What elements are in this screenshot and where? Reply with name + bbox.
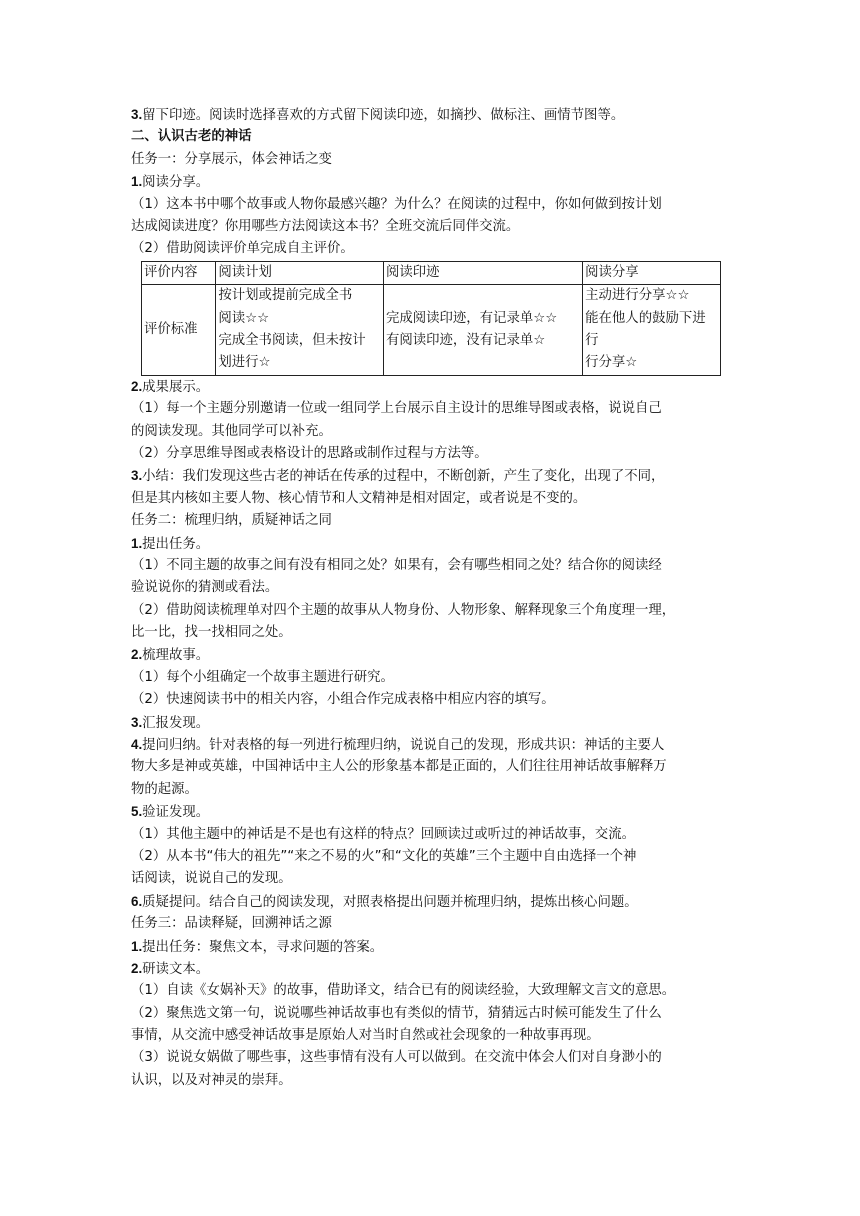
table-cell-plan <box>216 285 384 376</box>
paragraph-line <box>131 194 731 216</box>
line-text: 提出任务。 <box>142 536 210 552</box>
line-text: （1）自读《女娲补天》的故事，借助译文，结合已有的阅读经验，大致理解文言文的意思。 <box>131 983 676 999</box>
line-text: （2）借助阅读梳理单对四个主题的故事从人物身份、人物形象、解释现象三个角度理一理， <box>131 602 676 618</box>
cell-line: 完成阅读印迹，有记录单☆☆ <box>385 310 558 326</box>
paragraph-line <box>131 936 731 958</box>
paragraph-line <box>131 868 731 890</box>
line-text: 物的起源。 <box>131 781 198 797</box>
paragraph-line <box>131 756 731 778</box>
table-header-row <box>142 261 721 284</box>
paragraph-line <box>131 488 731 510</box>
cell-line: 能在他人的鼓励下进行 <box>585 310 706 348</box>
paragraph-line <box>131 510 731 532</box>
item-number: 3. <box>131 107 143 122</box>
paragraph-line <box>131 171 731 193</box>
line-text: 小结：我们发现这些古老的神话在传承的过程中，不断创新，产生了变化，出现了不同， <box>142 469 665 485</box>
cell-line: 按计划或提前完成全书 <box>218 288 353 304</box>
paragraph-line <box>131 1003 731 1025</box>
paragraph-line <box>131 958 731 980</box>
line-text: 任务一：分享展示，体会神话之变 <box>131 151 332 167</box>
paragraph-line <box>131 644 731 666</box>
line-text: 任务三：品读释疑，回溯神话之源 <box>131 916 332 932</box>
line-text: （3）说说女娲做了哪些事，这些事情有没有人可以做到。在交流中体会人们对自身渺小的 <box>131 1050 662 1066</box>
table-cell-trace <box>383 285 582 376</box>
paragraph-line <box>131 712 731 734</box>
line-text: 但是其内核如主要人物、核心情节和人文精神是相对固定，或者说是不变的。 <box>131 490 587 506</box>
paragraph-line <box>131 689 731 711</box>
paragraph-line <box>131 891 731 913</box>
item-number: 1. <box>131 535 143 551</box>
paragraph-line <box>131 126 731 148</box>
line-text: 验证发现。 <box>142 805 210 821</box>
paragraph-line <box>131 533 731 555</box>
table-header-cell: 阅读计划 <box>216 261 384 284</box>
line-text: 提问归纳。针对表格的每一列进行梳理归纳，说说自己的发现，形成共识：神话的主要人 <box>142 738 665 754</box>
line-text: 认识，以及对神灵的崇拜。 <box>131 1072 292 1088</box>
item-number: 2. <box>131 960 143 976</box>
cell-line: 有阅读印迹，没有记录单☆ <box>385 332 546 348</box>
line-text: 提出任务：聚焦文本，寻求问题的答案。 <box>142 939 384 955</box>
line-text: （1）这本书中哪个故事或人物你最感兴趣？为什么？在阅读的过程中，你如何做到按计划 <box>131 196 662 212</box>
paragraph-line <box>131 779 731 801</box>
line-text: 验说说你的猜测或看法。 <box>131 580 279 596</box>
table-cell-share <box>583 285 721 376</box>
paragraph-line <box>131 667 731 689</box>
item-number: 6. <box>131 893 143 909</box>
paragraph-line <box>131 465 731 487</box>
line-text: 物大多是神或英雄，中国神话中主人公的形象基本都是正面的，人们往往用神话故事解释万 <box>131 759 667 775</box>
table-header-cell: 阅读印迹 <box>383 261 582 284</box>
item-number: 3. <box>131 468 143 484</box>
cell-line: 主动进行分享☆☆ <box>585 288 690 304</box>
item-number: 2. <box>131 378 143 394</box>
paragraph-line <box>131 149 731 171</box>
paragraph-line <box>131 734 731 756</box>
table-header-cell: 阅读分享 <box>583 261 721 284</box>
document-page <box>131 104 731 1092</box>
line-text: 达成阅读进度？你用哪些方法阅读这本书？全班交流后同伴交流。 <box>131 218 520 234</box>
paragraph-line <box>131 555 731 577</box>
line-text: 的阅读发现。其他同学可以补充。 <box>131 423 332 439</box>
table-row <box>142 285 721 376</box>
paragraph-line <box>131 824 731 846</box>
line-text: 梳理故事。 <box>142 648 210 664</box>
line-text: 质疑提问。结合自己的阅读发现，对照表格提出问题并梳理归纳，提炼出核心问题。 <box>142 894 638 910</box>
line-text: 话阅读，说说自己的发现。 <box>131 871 292 887</box>
line-text: 二、认识古老的神话 <box>131 129 252 145</box>
line-text: 任务二：梳理归纳，质疑神话之同 <box>131 513 332 529</box>
cell-line: 划进行☆ <box>218 355 271 371</box>
line-text: 事情，从交流中感受神话故事是原始人对当时自然或社会现象的一种故事再现。 <box>131 1028 600 1044</box>
item-number: 3. <box>131 714 143 730</box>
paragraph-line <box>131 398 731 420</box>
table-row-label: 评价标准 <box>142 285 216 376</box>
line-text: （1）其他主题中的神话是不是也有这样的特点？回顾读过或听过的神话故事，交流。 <box>131 826 635 842</box>
item-number: 4. <box>131 737 143 753</box>
table-header-cell: 评价内容 <box>142 261 216 284</box>
item-number: 1. <box>131 174 143 190</box>
paragraph-line <box>131 1070 731 1092</box>
line-text: （1）每一个主题分别邀请一位或一组同学上台展示自主设计的思维导图或表格，说说自己 <box>131 401 662 417</box>
line-text: （1）每个小组确定一个故事主题进行研究。 <box>131 669 394 685</box>
paragraph-line <box>131 577 731 599</box>
line-text: 研读文本。 <box>142 961 210 977</box>
paragraph-line <box>131 600 731 622</box>
line-text: 汇报发现。 <box>142 715 210 731</box>
item-number: 1. <box>131 938 143 954</box>
paragraph-line <box>131 980 731 1002</box>
line-text: （2）快速阅读书中的相关内容，小组合作完成表格中相应内容的填写。 <box>131 692 555 708</box>
line-text: （2）聚焦选文第一句，说说哪些神话故事也有类似的情节，猜猜远古时候可能发生了什么 <box>131 1005 662 1021</box>
line-text: （2）分享思维导图或表格设计的思路或制作过程与方法等。 <box>131 445 488 461</box>
cell-line: 阅读☆☆ <box>218 310 270 326</box>
paragraph-line <box>131 846 731 868</box>
line-text: （2）借助阅读评价单完成自主评价。 <box>131 241 354 257</box>
text-block-after-table <box>131 376 731 1093</box>
paragraph-line <box>131 238 731 260</box>
line-text: （1）不同主题的故事之间有没有相同之处？如果有，会有哪些相同之处？结合你的阅读经 <box>131 557 662 573</box>
evaluation-table <box>141 261 721 376</box>
cell-line: 行分享☆ <box>585 355 638 371</box>
paragraph-line <box>131 376 731 398</box>
paragraph-line <box>131 913 731 935</box>
text-block-before-table <box>131 104 731 261</box>
line-text: 阅读分享。 <box>142 175 210 191</box>
paragraph-line <box>131 1025 731 1047</box>
line-text: 比一比，找一找相同之处。 <box>131 625 292 641</box>
paragraph-line <box>131 104 731 126</box>
paragraph-line <box>131 443 731 465</box>
line-text: 成果展示。 <box>142 379 210 395</box>
item-number: 5. <box>131 804 143 820</box>
cell-line: 完成全书阅读，但未按计 <box>218 332 366 348</box>
line-text: （2）从本书“伟大的祖先”“来之不易的火”和“文化的英雄”三个主题中自由选择一个神 <box>131 848 637 864</box>
paragraph-line <box>131 216 731 238</box>
paragraph-line <box>131 1047 731 1069</box>
item-number: 2. <box>131 647 143 663</box>
line-text: 留下印迹。阅读时选择喜欢的方式留下阅读印迹，如摘抄、做标注、画情节图等。 <box>142 108 625 123</box>
paragraph-line <box>131 622 731 644</box>
paragraph-line <box>131 801 731 823</box>
paragraph-line <box>131 421 731 443</box>
